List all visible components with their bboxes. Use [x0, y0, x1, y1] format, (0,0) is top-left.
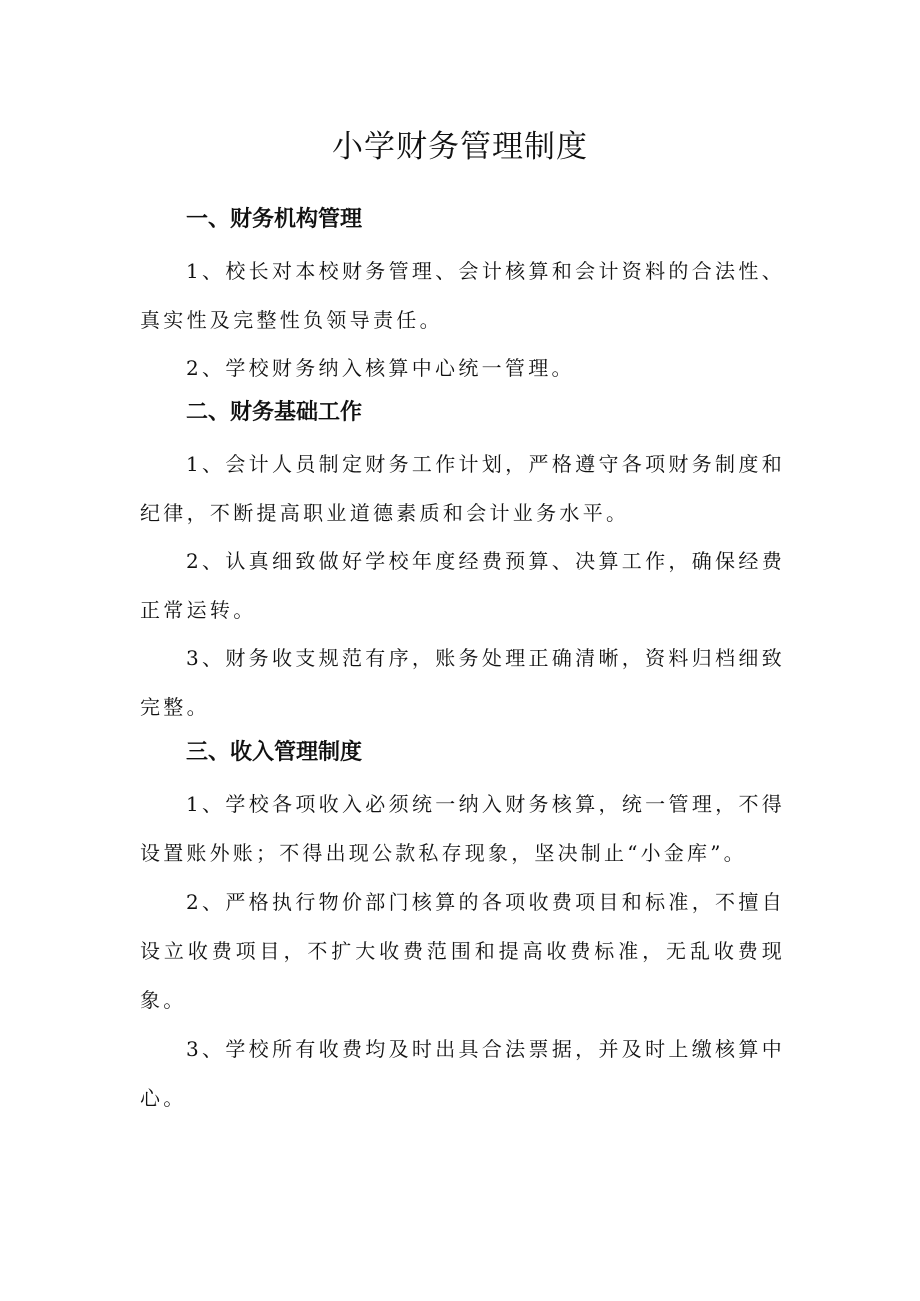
paragraph: 2、学校财务纳入核算中心统一管理。: [186, 356, 575, 380]
paragraph: 3、财务收支规范有序，账务处理正确清晰，资料归档细致完整。: [140, 646, 785, 719]
paragraph: 2、认真细致做好学校年度经费预算、决算工作，确保经费正常运转。: [140, 549, 785, 622]
paragraph: 1、校长对本校财务管理、会计核算和会计资料的合法性、真实性及完整性负领导责任。: [140, 259, 785, 332]
paragraph: 1、学校各项收入必须统一纳入财务核算，统一管理，不得设置账外账；不得出现公款私存现象，坚决制止“小金库”。: [140, 792, 785, 865]
section-heading-finance-basics: 二、财务基础工作: [186, 400, 363, 425]
document-title: 小学财务管理制度: [332, 129, 588, 165]
section-heading-income-management: 三、收入管理制度: [186, 740, 363, 765]
paragraph: 2、严格执行物价部门核算的各项收费项目和标准，不擅自设立收费项目，不扩大收费范围和提高收费标准，无乱收费现象。: [140, 890, 785, 1012]
paragraph: 1、会计人员制定财务工作计划，严格遵守各项财务制度和纪律，不断提高职业道德素质和会计业务水平。: [140, 452, 785, 525]
section-heading-finance-organization: 一、财务机构管理: [186, 207, 363, 232]
paragraph: 3、学校所有收费均及时出具合法票据，并及时上缴核算中心。: [140, 1037, 785, 1110]
